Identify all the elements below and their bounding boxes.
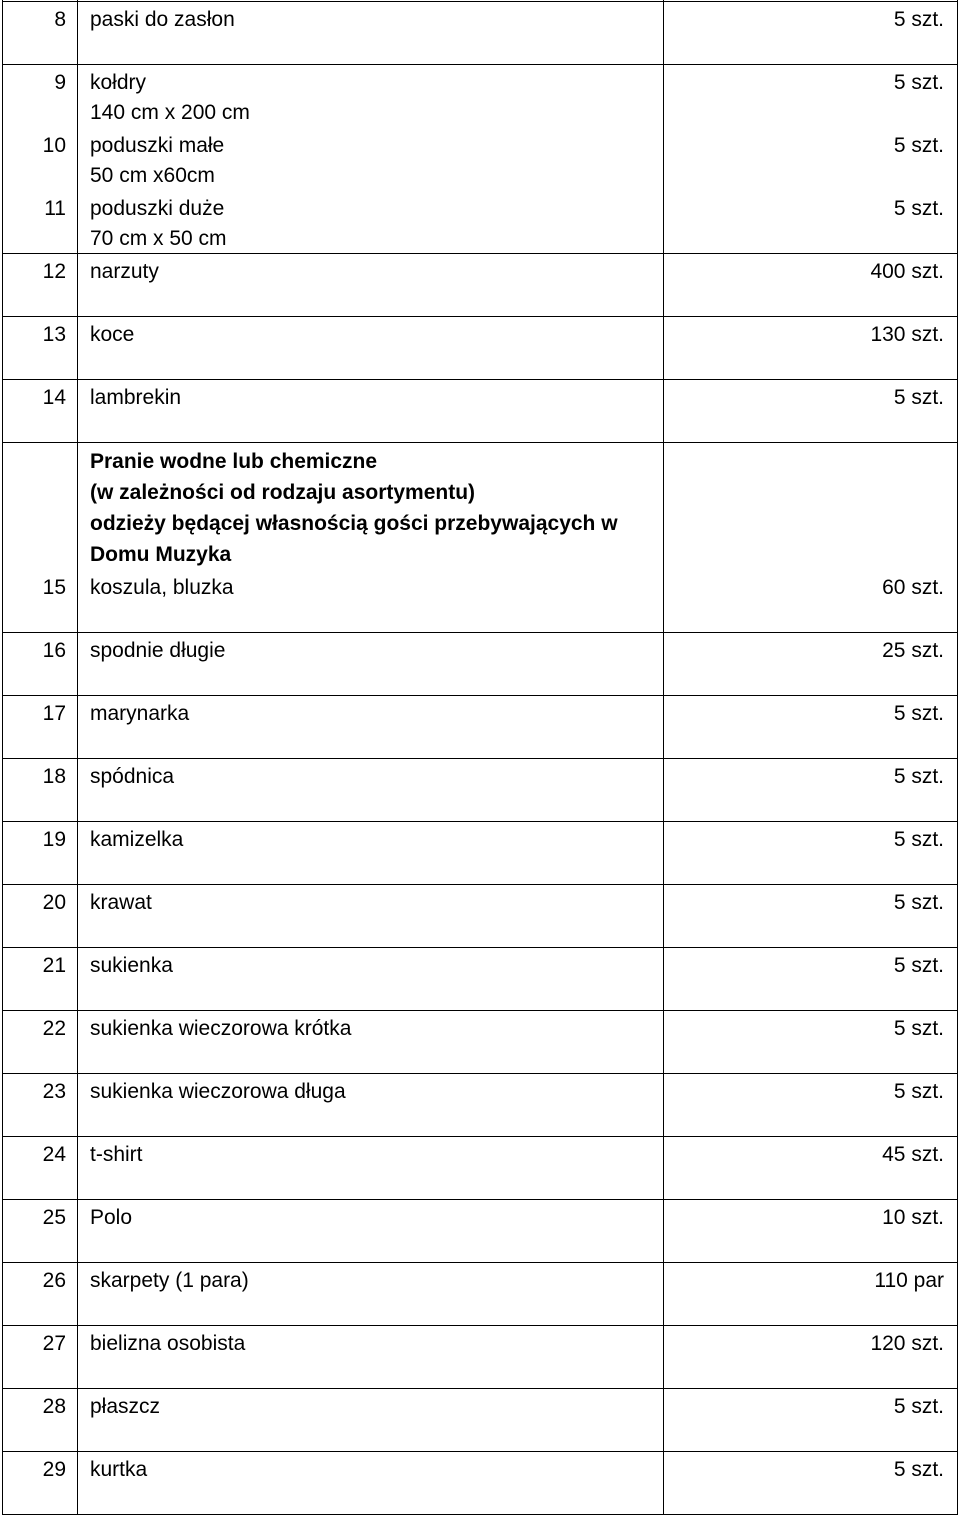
row-number: 20	[42, 891, 66, 914]
item-name: spódnica	[90, 765, 175, 788]
row-number: 8	[54, 8, 66, 31]
item-name: paski do zasłon	[90, 8, 235, 31]
item-name: poduszki małe	[90, 134, 225, 157]
row-number: 11	[44, 197, 66, 220]
table-row	[2, 1137, 958, 1200]
row-number: 19	[42, 828, 66, 851]
row-number: 13	[42, 323, 66, 346]
item-quantity: 400 szt.	[870, 260, 944, 283]
item-size: 140 cm x 200 cm	[90, 101, 250, 124]
table-row	[2, 948, 958, 1011]
group-heading	[90, 446, 618, 570]
item-quantity: 5 szt.	[893, 386, 944, 409]
item-quantity: 5 szt.	[893, 954, 944, 977]
row-number: 23	[42, 1080, 66, 1103]
item-name: lambrekin	[90, 386, 182, 409]
item-quantity: 110 par	[874, 1269, 944, 1292]
item-name: kurtka	[90, 1458, 148, 1481]
row-number: 10	[42, 134, 66, 157]
item-quantity: 5 szt.	[893, 891, 944, 914]
table-row	[2, 65, 958, 128]
group-heading-line: Domu Muzyka	[90, 543, 232, 566]
item-name: sukienka	[90, 954, 173, 977]
table-row-group	[2, 65, 958, 254]
item-name: kamizelka	[90, 828, 184, 851]
item-quantity: 5 szt.	[893, 1395, 944, 1418]
row-number: 22	[42, 1017, 66, 1040]
table-row	[2, 2, 958, 65]
group-heading-line: odzieży będącej własnością gości przebywających w	[90, 512, 618, 535]
row-number: 16	[42, 639, 66, 662]
item-name: marynarka	[90, 702, 190, 725]
item-name: sukienka wieczorowa krótka	[90, 1017, 352, 1040]
group-section	[2, 443, 958, 633]
table-row	[2, 1452, 958, 1515]
item-name: koce	[90, 323, 135, 346]
item-quantity: 5 szt.	[893, 702, 944, 725]
row-number: 26	[42, 1269, 66, 1292]
table-row	[2, 254, 958, 317]
row-number: 28	[42, 1395, 66, 1418]
item-quantity: 5 szt.	[893, 828, 944, 851]
table-row	[2, 759, 958, 822]
item-size: 70 cm x 50 cm	[90, 227, 227, 250]
item-name: płaszcz	[90, 1395, 161, 1418]
table-row	[2, 380, 958, 443]
table-row	[2, 570, 958, 633]
table-row	[2, 1326, 958, 1389]
row-number: 12	[42, 260, 66, 283]
item-quantity: 25 szt.	[882, 639, 944, 662]
row-number: 9	[54, 71, 66, 94]
item-quantity: 5 szt.	[893, 197, 944, 220]
item-name: skarpety (1 para)	[90, 1269, 249, 1292]
item-name: sukienka wieczorowa długa	[90, 1080, 346, 1103]
laundry-items-table	[2, 2, 958, 1515]
item-quantity: 10 szt.	[882, 1206, 944, 1229]
item-quantity: 5 szt.	[893, 1458, 944, 1481]
table-row	[2, 317, 958, 380]
row-number: 17	[42, 702, 66, 725]
item-quantity: 5 szt.	[893, 1017, 944, 1040]
item-name: poduszki duże	[90, 197, 225, 220]
item-quantity: 45 szt.	[882, 1143, 944, 1166]
item-quantity: 5 szt.	[893, 71, 944, 94]
item-name: Polo	[90, 1206, 133, 1229]
group-heading-line: (w zależności od rodzaju asortymentu)	[90, 481, 476, 504]
item-name: krawat	[90, 891, 152, 914]
row-number: 21	[42, 954, 66, 977]
table-row	[2, 1011, 958, 1074]
table-row	[2, 128, 958, 191]
row-number: 27	[42, 1332, 66, 1355]
item-name: koszula, bluzka	[90, 576, 234, 599]
item-quantity: 120 szt.	[870, 1332, 944, 1355]
row-number: 25	[42, 1206, 66, 1229]
row-number: 24	[42, 1143, 66, 1166]
item-quantity: 60 szt.	[882, 576, 944, 599]
item-quantity: 5 szt.	[893, 8, 944, 31]
table-row	[2, 1200, 958, 1263]
row-number: 18	[42, 765, 66, 788]
table-row	[2, 633, 958, 696]
item-quantity: 5 szt.	[893, 765, 944, 788]
row-number: 29	[42, 1458, 66, 1481]
table-row	[2, 1263, 958, 1326]
table-row	[2, 191, 958, 254]
table-top-border	[2, 1, 958, 2]
group-heading-line: Pranie wodne lub chemiczne	[90, 450, 378, 473]
table-row	[2, 1389, 958, 1452]
table-row	[2, 885, 958, 948]
item-quantity: 5 szt.	[893, 134, 944, 157]
table-row	[2, 696, 958, 759]
table-row	[2, 822, 958, 885]
item-name: narzuty	[90, 260, 159, 283]
item-name: bielizna osobista	[90, 1332, 246, 1355]
item-quantity: 130 szt.	[870, 323, 944, 346]
item-quantity: 5 szt.	[893, 1080, 944, 1103]
item-name: kołdry	[90, 71, 147, 94]
item-name: t-shirt	[90, 1143, 143, 1166]
item-size: 50 cm x60cm	[90, 164, 215, 187]
row-number: 14	[42, 386, 66, 409]
table-row	[2, 1074, 958, 1137]
row-number: 15	[42, 576, 66, 599]
item-name: spodnie długie	[90, 639, 226, 662]
